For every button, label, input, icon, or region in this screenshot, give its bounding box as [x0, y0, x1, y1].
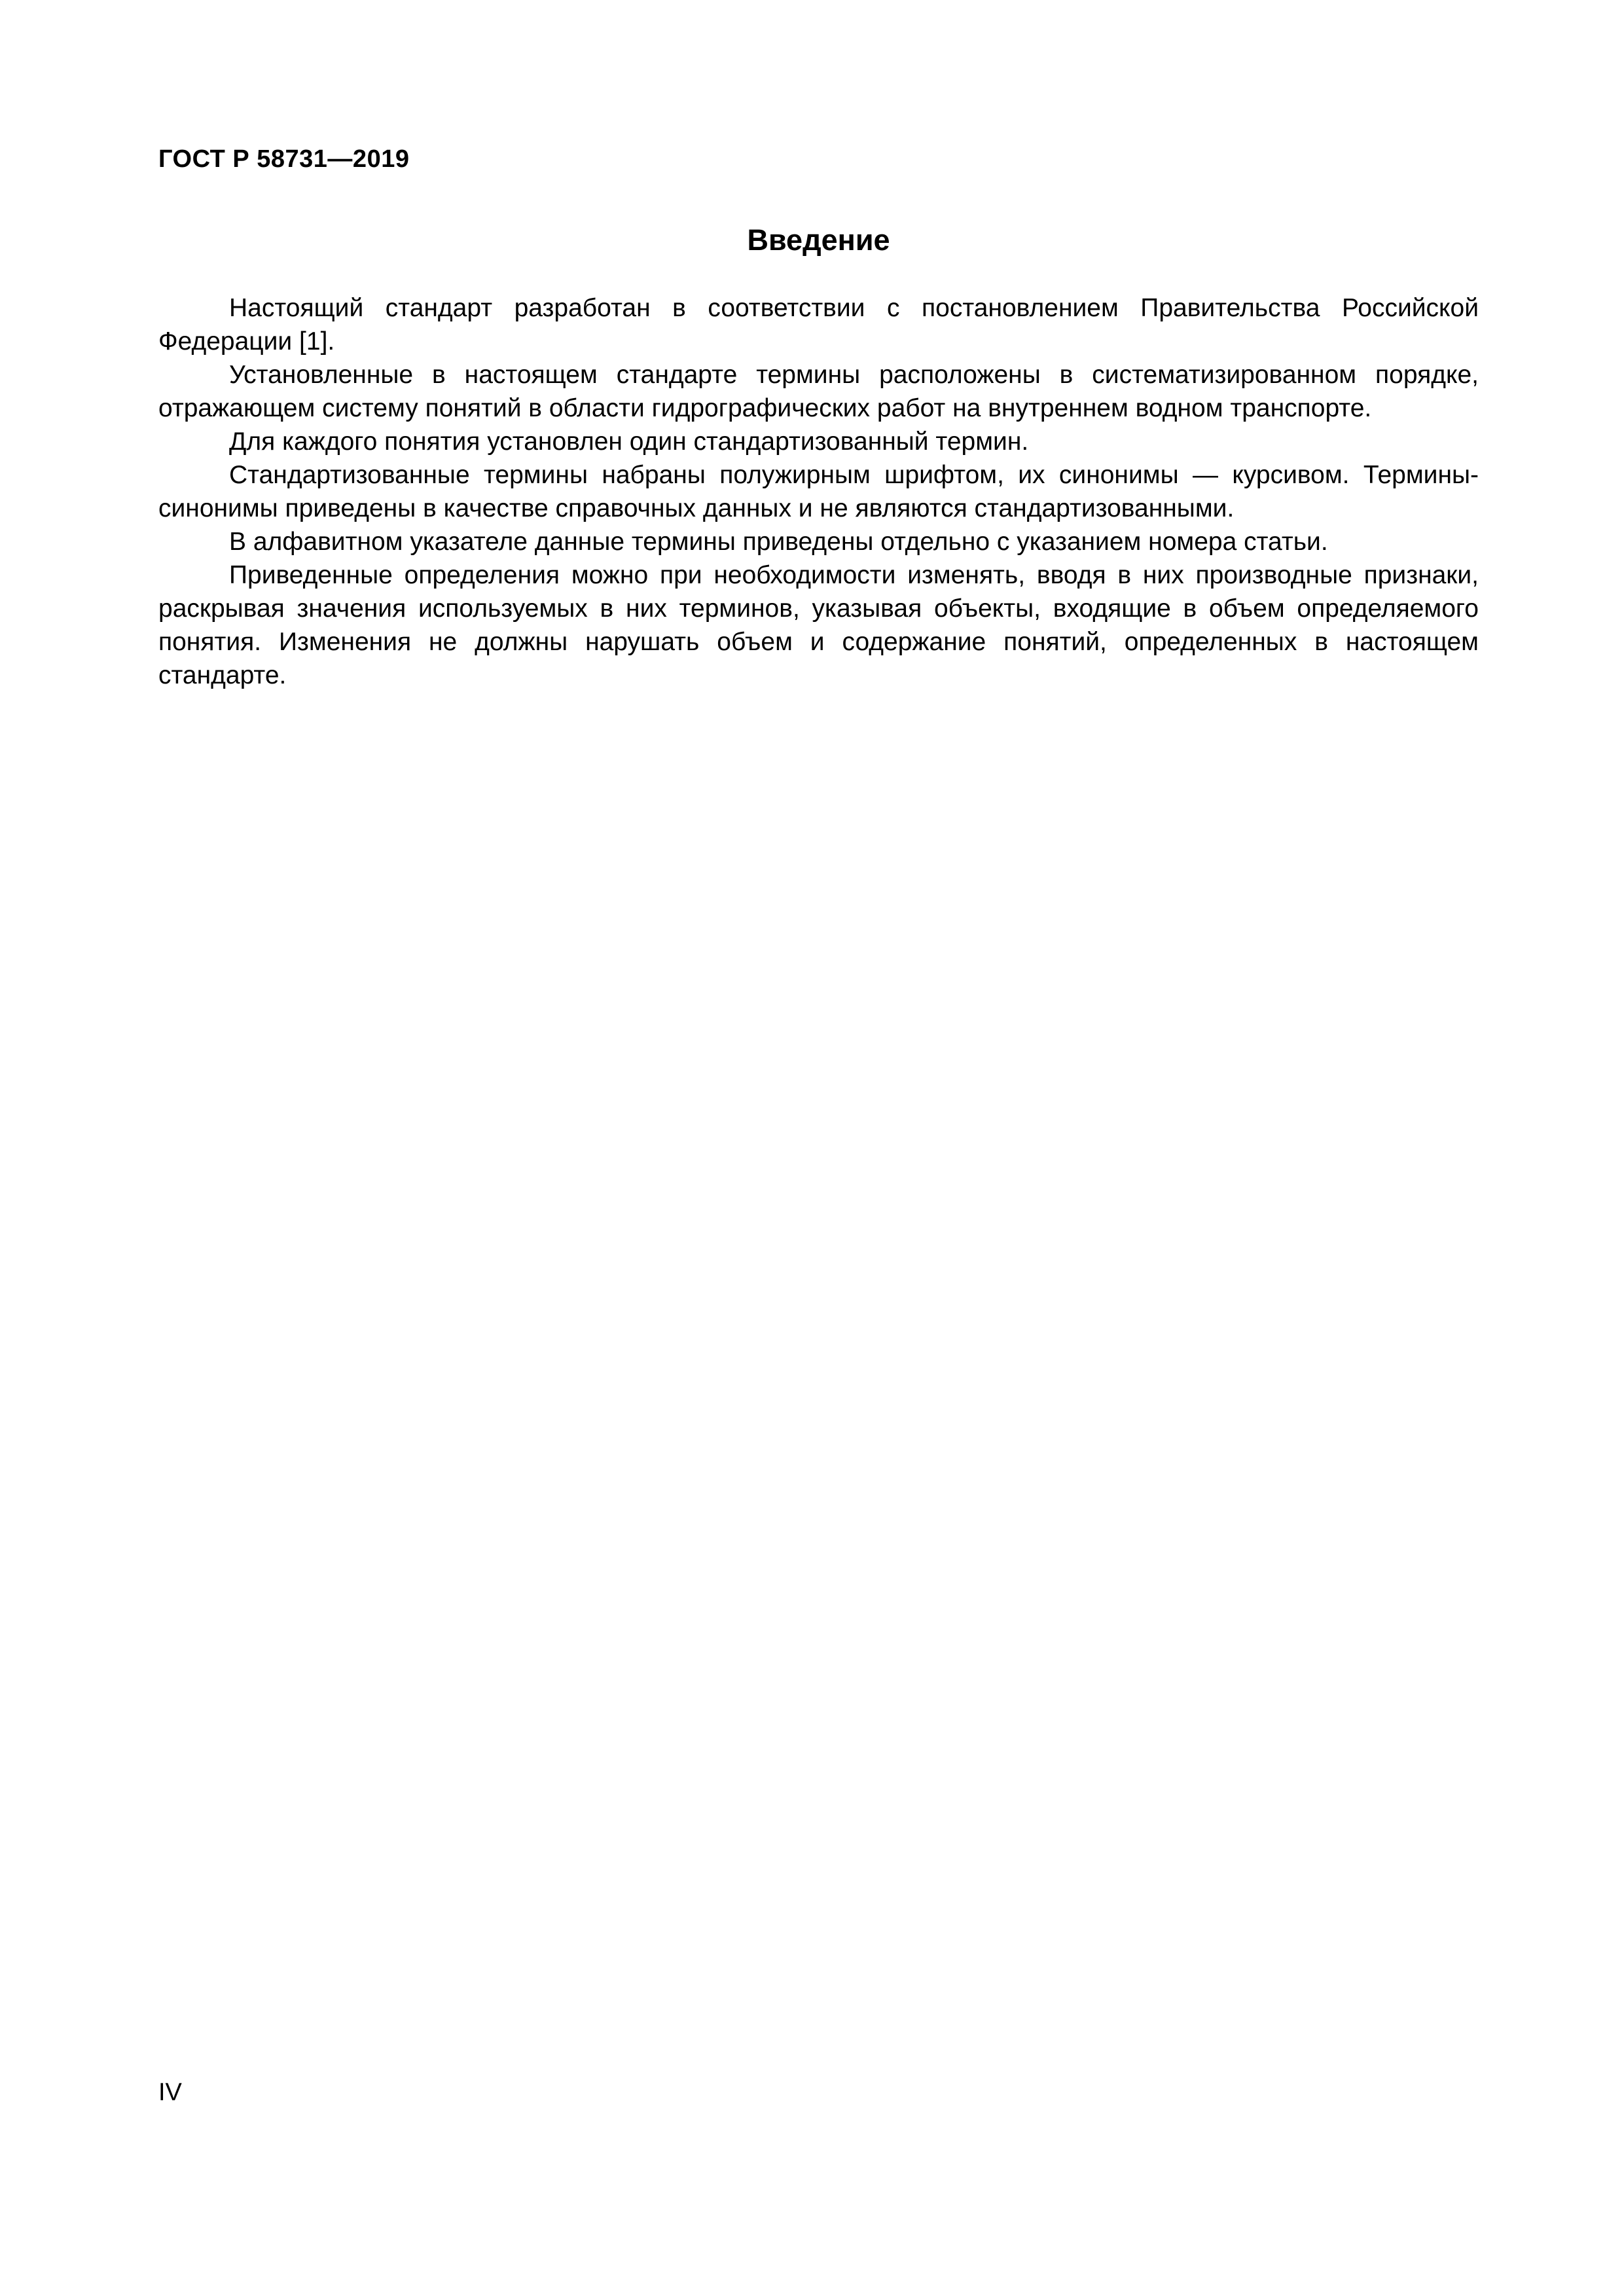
- paragraph: В алфавитном указателе данные термины приведены отдельно с указанием номера статьи.: [229, 528, 1328, 556]
- paragraph: Для каждого понятия установлен один стандартизованный термин.: [229, 428, 1029, 456]
- page-number: IV: [158, 2079, 182, 2106]
- document-header: ГОСТ Р 58731—2019: [158, 145, 410, 173]
- paragraph: Стандартизованные термины набраны полужирным шрифтом, их синонимы — курсивом. Термины-синонимы приведены в качестве справочных данных и не являются стандартизованными.: [158, 461, 1479, 522]
- paragraph: Настоящий стандарт разработан в соответствии с постановлением Правительства Российской Федерации [1].: [158, 294, 1479, 355]
- paragraph: Установленные в настоящем стандарте термины расположены в систематизированном порядке, отражающем систему понятий в области гидрографических работ на внутреннем водном транспорте.: [158, 361, 1479, 422]
- body-text: [158, 291, 1479, 692]
- section-title: Введение: [747, 223, 890, 257]
- paragraph: Приведенные определения можно при необходимости изменять, вводя в них производные признаки, раскрывая значения используемых в них терминов, указывая объекты, входящие в объем определяемого понятия. Изменения не должны нарушать объем и содержание понятий, определенных в настоящем стандарте.: [158, 561, 1479, 689]
